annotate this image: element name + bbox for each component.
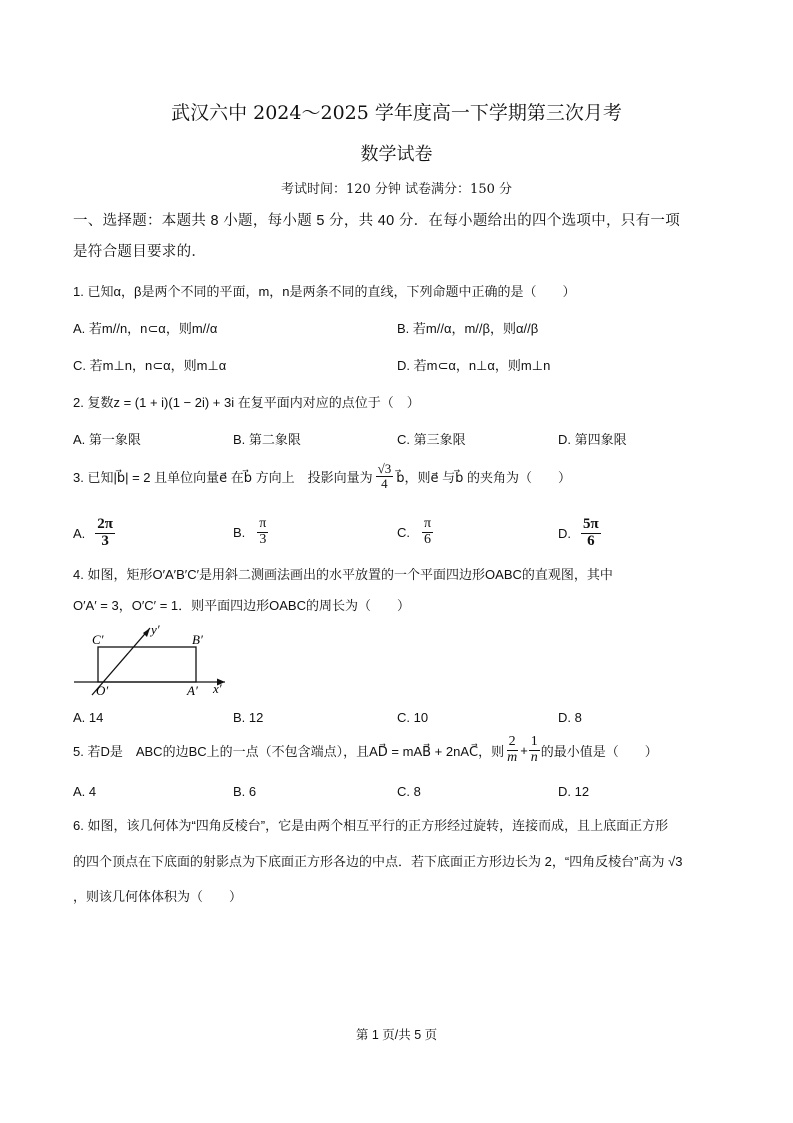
question-1-stem: 1. 已知α，β是两个不同的平面，m，n是两条不同的直线，下列命题中正确的是（ ） bbox=[73, 284, 576, 299]
exam-info: 考试时间：120 分钟 试卷满分：150 分 bbox=[280, 182, 513, 197]
question-2-option-d: D. 第四象限 bbox=[558, 432, 627, 447]
label-c-prime: C′ bbox=[92, 632, 104, 647]
option-fraction bbox=[257, 517, 268, 547]
fraction-denominator: n bbox=[530, 749, 538, 765]
fraction-numerator: 2 bbox=[508, 734, 516, 749]
question-6-line2: 的四个顶点在下底面的射影点为下底面正方形各边的中点．若下底面正方形边长为 2，“四角反棱台”高为 √3 bbox=[73, 854, 683, 869]
fraction-numerator: π bbox=[424, 516, 432, 531]
question-6-line1: 6. 如图，该几何体为“四角反棱台”，它是由两个相互平行的正方形经过旋转，连接而成，且上底面正方形 bbox=[73, 818, 669, 833]
question-3-option-b bbox=[233, 517, 268, 547]
question-1-option-d: D. 若m⊂α，n⊥α，则m⊥n bbox=[397, 358, 551, 373]
label-y-prime: y′ bbox=[151, 622, 160, 637]
question-6-line3: ，则该几何体体积为（ ） bbox=[73, 889, 243, 904]
question-3-fraction bbox=[376, 462, 394, 490]
section-intro-line2: 是符合题目要求的． bbox=[73, 244, 207, 260]
question-4-stem-line2: O′A′ = 3，O′C′ = 1．则平面四边形OABC的周长为（ ） bbox=[73, 598, 410, 613]
question-1-option-b: B. 若m//α，m//β，则α//β bbox=[397, 321, 539, 336]
fraction-numerator: 2π bbox=[97, 516, 114, 532]
option-label: B. bbox=[233, 524, 246, 540]
question-1-option-a: A. 若m//n，n⊂α，则m//α bbox=[73, 321, 218, 336]
question-3-stem-a: 3. 已知|b⃗| = 2 且单位向量e⃗ 在b⃗ 方向上 投影向量为 bbox=[73, 469, 373, 485]
option-fraction bbox=[95, 517, 115, 550]
option-label: D. bbox=[558, 525, 571, 541]
fraction-denominator: 6 bbox=[587, 532, 595, 549]
question-4-stem-line1: 4. 如图，矩形O′A′B′C′是用斜二测画法画出的水平放置的一个平面四边形OABC的直观图，其中 bbox=[73, 567, 613, 582]
question-5-stem-b: 的最小值是（ ） bbox=[540, 743, 658, 759]
option-fraction bbox=[581, 517, 601, 550]
question-2-option-c: C. 第三象限 bbox=[397, 432, 466, 447]
rectangle-oabc bbox=[98, 647, 196, 682]
question-3-option-d bbox=[558, 517, 601, 550]
page-number: 第 1 页/共 5 页 bbox=[355, 1028, 438, 1042]
question-5-option-c: C. 8 bbox=[397, 784, 421, 799]
fraction-denominator: 3 bbox=[101, 532, 109, 549]
question-5-option-d: D. 12 bbox=[558, 784, 590, 799]
label-o-prime: O′ bbox=[96, 683, 109, 698]
subject-title: 数学试卷 bbox=[360, 144, 433, 165]
question-4-option-d: D. 8 bbox=[558, 710, 582, 725]
fraction-numerator: 5π bbox=[583, 516, 599, 532]
plus-sign: + bbox=[520, 742, 528, 758]
question-5-stem bbox=[73, 735, 658, 765]
question-2-option-b: B. 第二象限 bbox=[233, 432, 301, 447]
fraction-numerator: √3 bbox=[377, 461, 392, 476]
label-b-prime: B′ bbox=[192, 632, 203, 647]
label-x-prime: x′ bbox=[213, 681, 222, 696]
oblique-rectangle-figure bbox=[70, 620, 240, 702]
fraction-numerator: π bbox=[259, 516, 267, 531]
fraction-denominator: m bbox=[507, 749, 518, 765]
question-3-stem-b: b⃗，则e⃗ 与b⃗ 的夹角为（ ） bbox=[396, 469, 571, 485]
option-label: A. bbox=[73, 525, 86, 541]
question-5-stem-a: 5. 若D是 ABC的边BC上的一点（不包含端点），且AD⃗ = mAB⃗ + 2nAC⃗，则 bbox=[73, 743, 505, 759]
question-3-option-a bbox=[73, 517, 115, 550]
question-5-option-a: A. 4 bbox=[73, 784, 97, 799]
option-label: C. bbox=[397, 524, 410, 540]
question-3-stem bbox=[73, 462, 571, 490]
label-a-prime: A′ bbox=[187, 683, 198, 698]
fraction-denominator: 4 bbox=[381, 475, 388, 491]
option-fraction bbox=[422, 517, 433, 547]
section-intro-line1: 一、选择题：本题共 8 小题，每小题 5 分，共 40 分．在每小题给出的四个选项中，只有一项 bbox=[73, 213, 681, 229]
question-4-option-c: C. 10 bbox=[397, 710, 429, 725]
fraction-denominator: 3 bbox=[259, 531, 267, 547]
question-2-stem: 2. 复数z = (1 + i)(1 − 2i) + 3i 在复平面内对应的点位于（ ） bbox=[73, 395, 420, 410]
fraction-1-over-n bbox=[529, 735, 540, 765]
fraction-denominator: 6 bbox=[424, 531, 432, 547]
fraction-numerator: 1 bbox=[530, 734, 538, 749]
fraction-2-over-m bbox=[505, 735, 519, 765]
exam-title: 武汉六中 2024～2025 学年度高一下学期第三次月考 bbox=[171, 102, 622, 124]
question-2-option-a: A. 第一象限 bbox=[73, 432, 141, 447]
question-4-option-b: B. 12 bbox=[233, 710, 264, 725]
question-1-option-c: C. 若m⊥n，n⊂α，则m⊥α bbox=[73, 358, 227, 373]
question-4-option-a: A. 14 bbox=[73, 710, 104, 725]
question-3-option-c bbox=[397, 517, 433, 547]
question-5-option-b: B. 6 bbox=[233, 784, 257, 799]
